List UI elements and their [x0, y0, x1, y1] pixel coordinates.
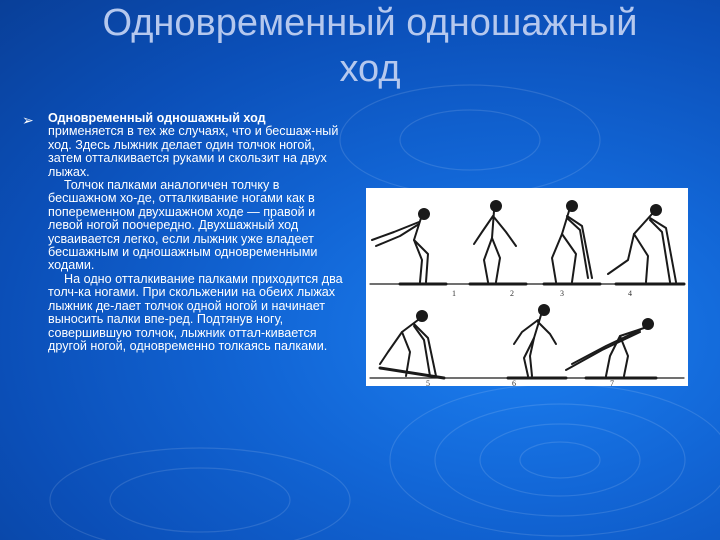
paragraph-2: Толчок палками аналогичен толчку в бесшажном хо-де, отталкивание ногами как в попеременном двухшажном ходе — правой и левой ногой поочередно. Двухшажный ход усваивается легко, если лыжник уже владеет бесшажным и одношажным одновременными ходами.	[48, 178, 318, 273]
bullet-arrow-icon: ➢	[22, 112, 34, 128]
frame-number-7: 7	[610, 379, 614, 386]
skier-figure-4	[608, 205, 684, 284]
slide-title-line-2: ход	[339, 48, 401, 90]
skier-figure-7	[566, 319, 656, 378]
slide-title-line-1: Одновременный одношажный	[102, 2, 638, 44]
frame-number-1: 1	[452, 289, 456, 298]
slide-title	[40, 0, 700, 92]
frame-number-2: 2	[510, 289, 514, 298]
paragraph-1-text: применяется в тех же случаях, что и бесшаж-ный ход. Здесь лыжник делает один толчок ногой, затем отталкивается руками и скользит на двух лыжах.	[48, 124, 339, 179]
skier-figure-1	[372, 209, 446, 284]
frame-number-4: 4	[628, 289, 632, 298]
paragraph-1	[48, 112, 344, 179]
paragraph-1-bold-lead: Одновременный одношажный ход	[48, 111, 266, 125]
frame-number-5: 5	[426, 379, 430, 386]
skier-figure-3	[544, 201, 600, 284]
skier-figure-2	[470, 201, 526, 284]
frame-number-3: 3	[560, 289, 564, 298]
body-text	[48, 112, 344, 353]
paragraph-3: На одно отталкивание палками приходится два толч-ка ногами. При скольжении на обеих лыжах лыжник де-лает толчок одной ногой и начинает выносить палки впе-ред. Подтянув ногу, совершившую толчок, лыжник оттал-кивается другой ногой, одновременно толкаясь палками.	[48, 271, 343, 353]
skier-figure-6	[508, 305, 566, 378]
skier-technique-illustration	[366, 188, 688, 386]
frame-number-6: 6	[512, 379, 516, 386]
skier-phases-drawing	[366, 188, 688, 386]
skier-figure-5	[380, 311, 444, 378]
